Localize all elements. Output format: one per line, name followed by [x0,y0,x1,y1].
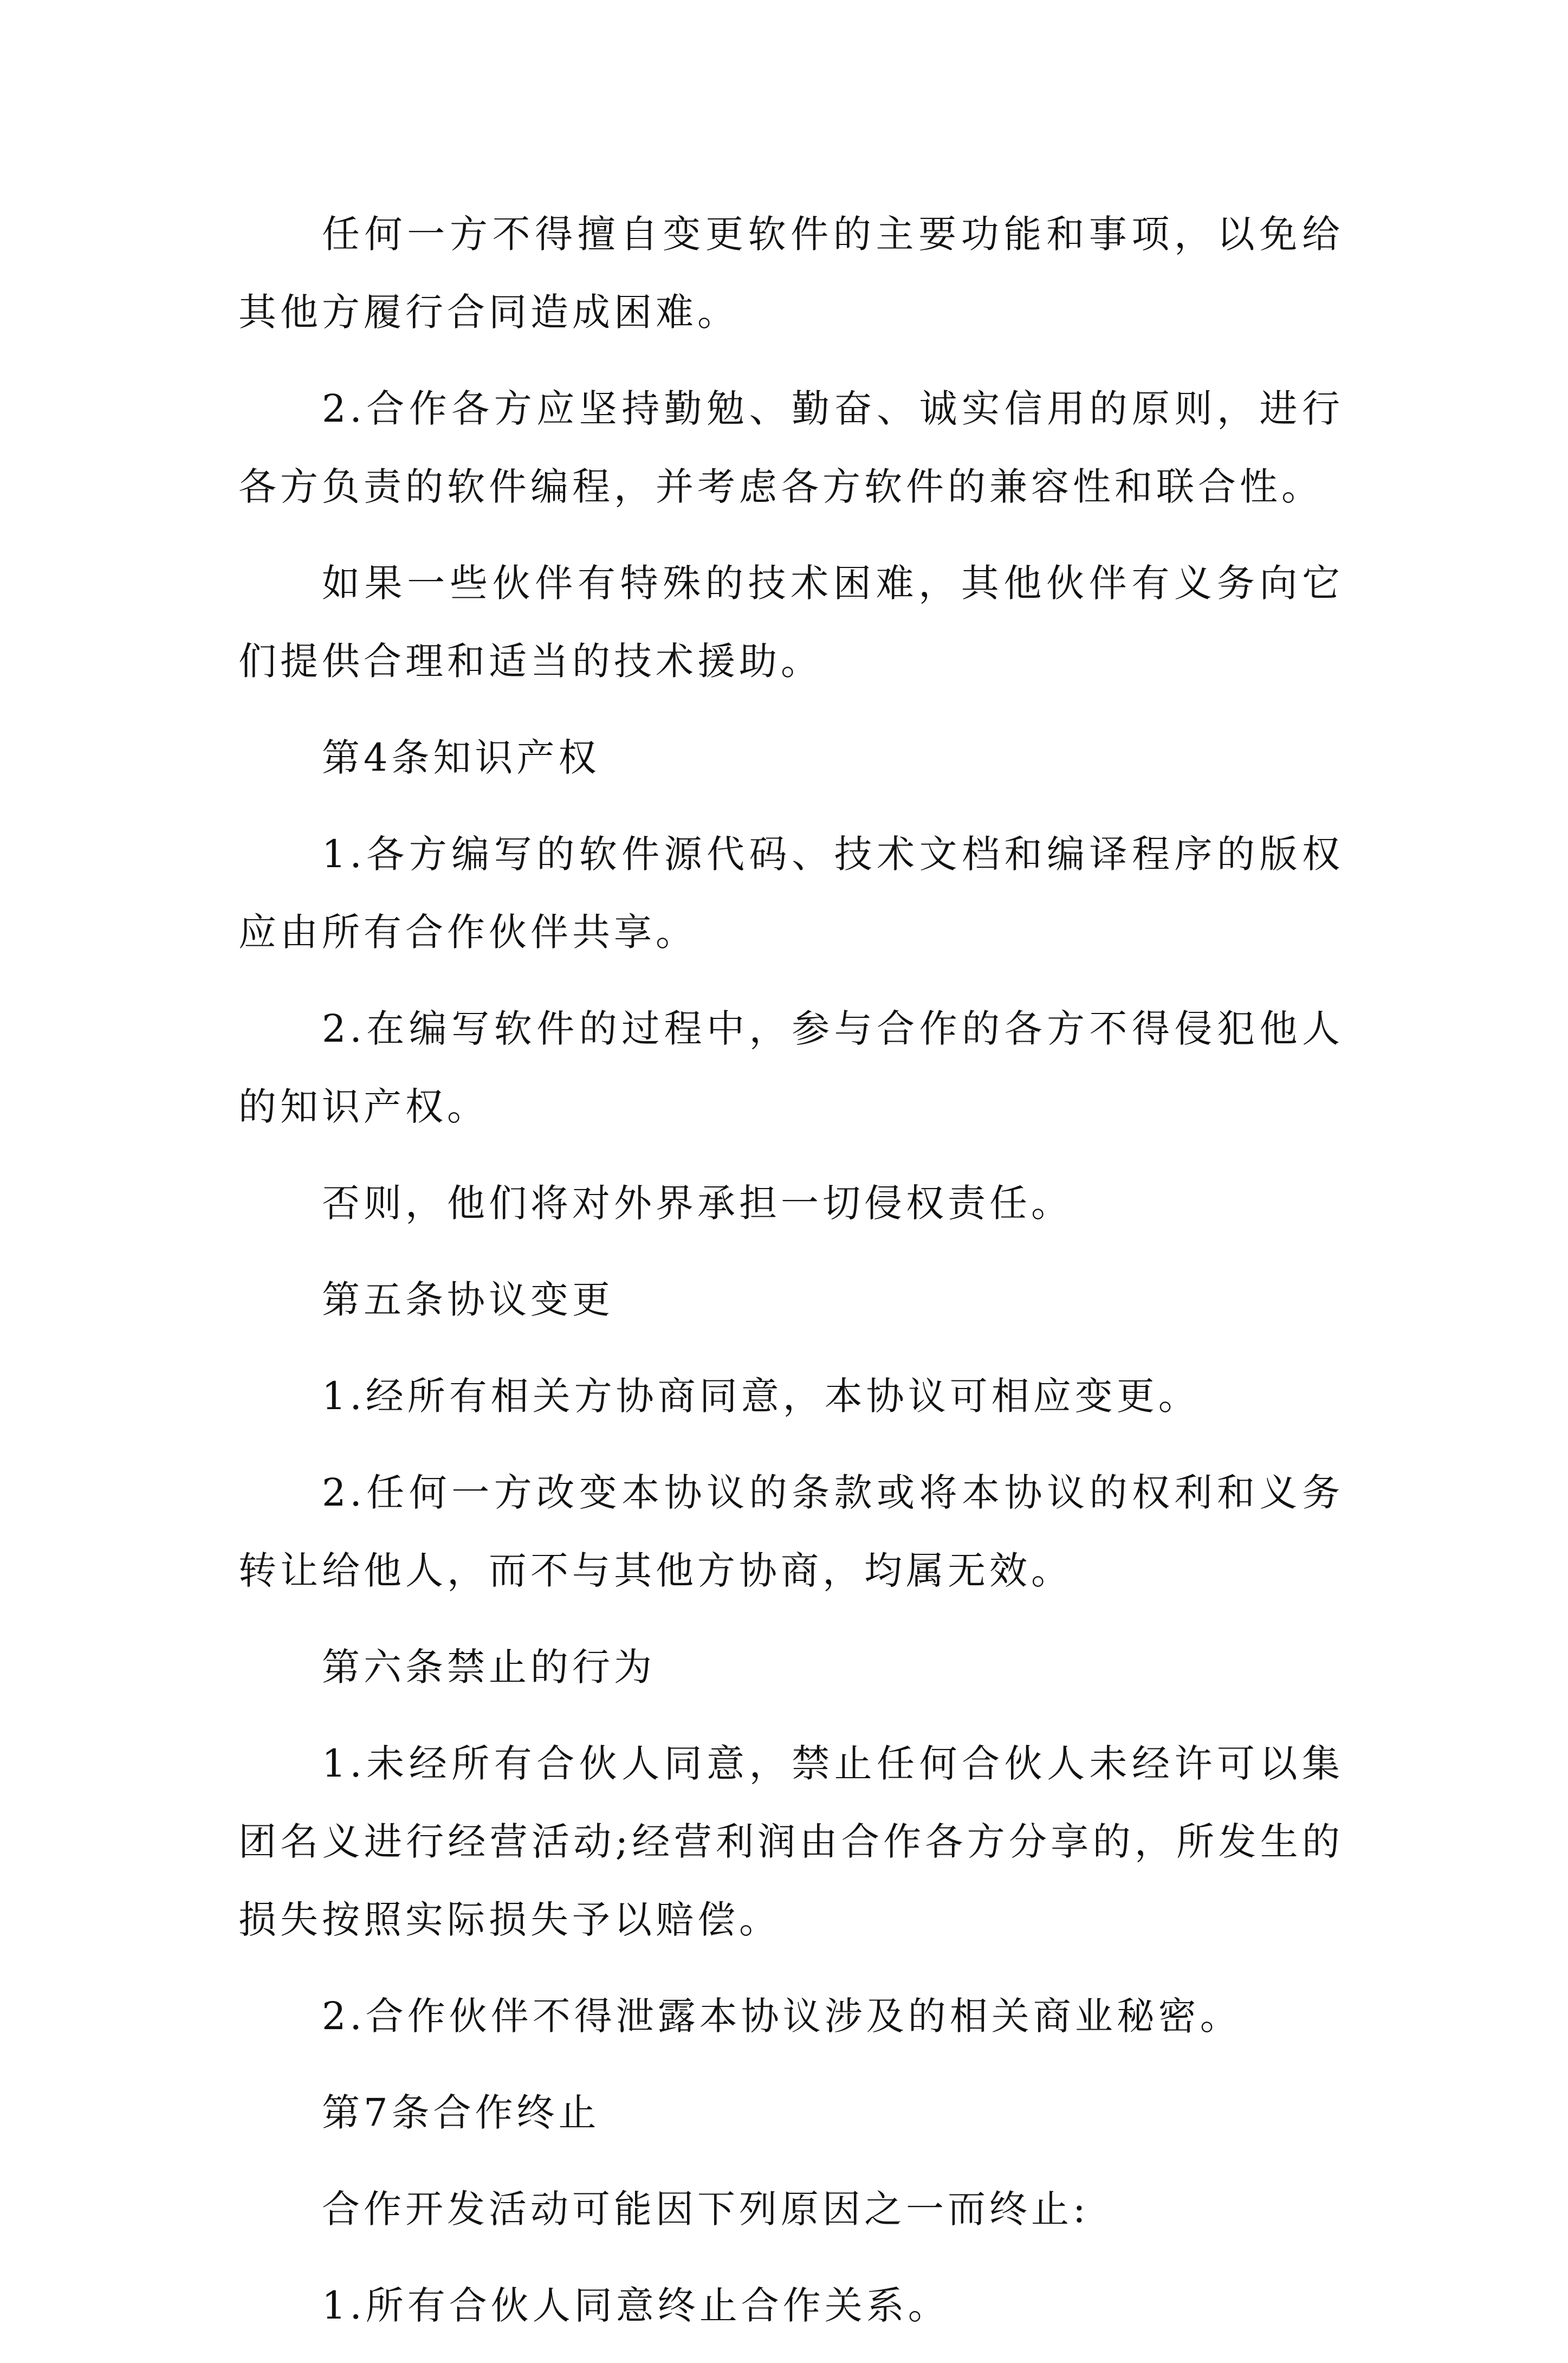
section-heading-article-5: 第五条协议变更 [322,1277,614,1322]
paragraph-6: 2.在编写软件的过程中，参与合作的各方不得侵犯他人的知识产权。 [238,1006,1344,1129]
section-heading-article-7: 第7条合作终止 [322,2090,600,2135]
paragraph-16: 1.所有合伙人同意终止合作关系。 [322,2283,950,2328]
document-body [238,195,1344,2363]
section-heading-article-4: 第4条知识产权 [322,735,600,780]
paragraph-3: 如果一些伙伴有特殊的技术困难，其他伙伴有义务向它们提供合理和适当的技术援助。 [238,561,1344,683]
section-heading-article-6: 第六条禁止的行为 [322,1645,656,1689]
paragraph-15: 合作开发活动可能因下列原因之一而终止: [322,2187,1090,2231]
paragraph-10: 2.任何一方改变本协议的条款或将本协议的权利和义务转让给他人，而不与其他方协商，均属无效。 [238,1470,1344,1593]
paragraph-5: 1.各方编写的软件源代码、技术文档和编译程序的版权应由所有合作伙伴共享。 [238,832,1344,954]
paragraph-12: 1.未经所有合伙人同意，禁止任何合伙人未经许可以集团名义进行经营活动;经营利润由合作各方分享的，所发生的损失按照实际损失予以赔偿。 [238,1741,1344,1942]
paragraph-9: 1.经所有相关方协商同意，本协议可相应变更。 [322,1374,1200,1418]
paragraph-13: 2.合作伙伴不得泄露本协议涉及的相关商业秘密。 [322,1994,1242,2038]
paragraph-1: 任何一方不得擅自变更软件的主要功能和事项，以免给其他方履行合同造成困难。 [238,212,1344,334]
paragraph-7: 否则，他们将对外界承担一切侵权责任。 [322,1181,1073,1225]
paragraph-2: 2.合作各方应坚持勤勉、勤奋、诚实信用的原则，进行各方负责的软件编程，并考虑各方软件的兼容性和联合性。 [238,386,1344,509]
